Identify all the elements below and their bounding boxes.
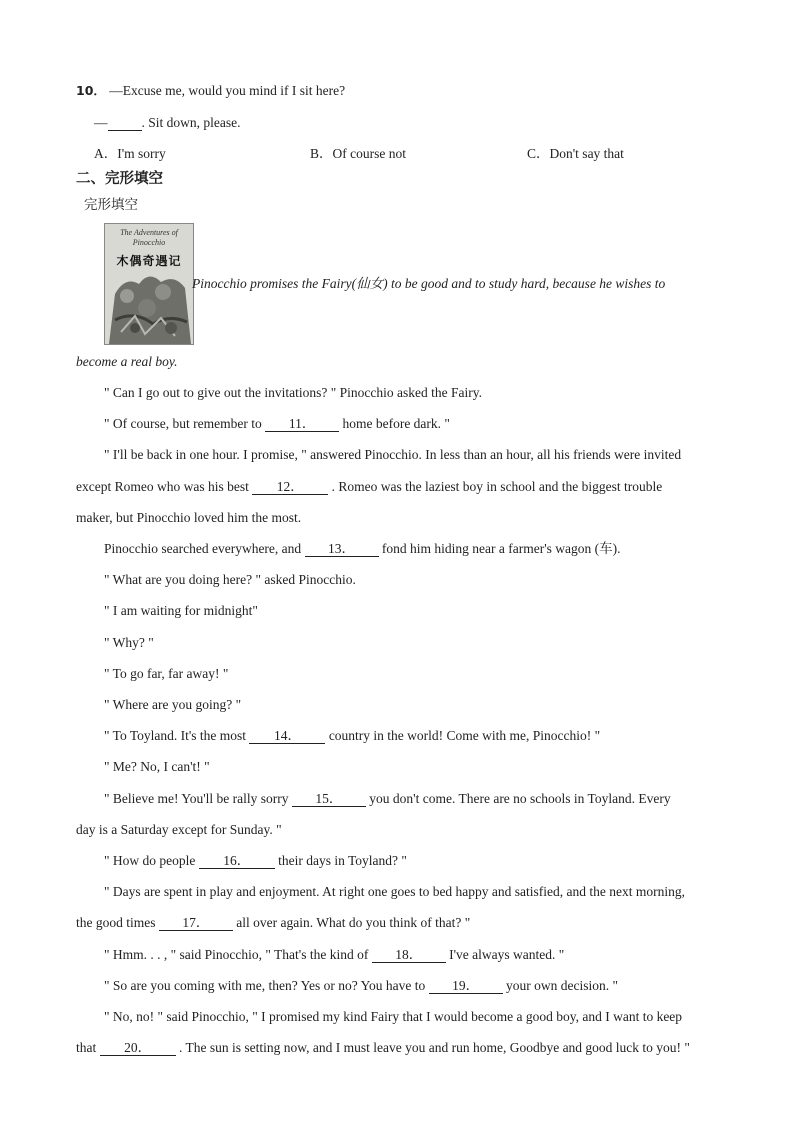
paragraph-8: " To go far, far away! ": [104, 666, 229, 681]
blank-19[interactable]: 19．: [429, 978, 503, 994]
text: " How do people: [104, 853, 199, 868]
paragraph-3-line3: maker, but Pinocchio loved him the most.: [76, 510, 302, 525]
text: " So are you coming with me, then? Yes or no? You have to: [104, 978, 429, 993]
blank-20[interactable]: 20．: [100, 1040, 176, 1056]
question-number: 10．: [76, 83, 106, 98]
paragraph-12-line2: day is a Saturday except for Sunday. ": [76, 822, 282, 837]
question-10: [76, 82, 345, 100]
blank-16[interactable]: 16．: [199, 853, 275, 869]
paragraph-3-line2: [76, 478, 662, 496]
text: you don't come. There are no schools in Toyland. Every: [365, 791, 671, 806]
paragraph-7: " Why? ": [104, 635, 154, 650]
paragraph-3-line1: " I'll be back in one hour. I promise, " answered Pinocchio. In less than an hour, all his friends were invited: [104, 447, 682, 462]
paragraph-5: " What are you doing here? " asked Pinocchio.: [104, 572, 356, 587]
book-illustration: [105, 224, 193, 344]
blank-11[interactable]: 11．: [265, 416, 339, 432]
text: " Of course, but remember to: [104, 416, 266, 431]
option-c[interactable]: C．Don't say that: [527, 146, 624, 161]
paragraph-12-line1: [104, 790, 671, 808]
text: country in the world! Come with me, Pinocchio! ": [325, 728, 601, 743]
paragraph-16: [104, 977, 618, 995]
book-title-chinese: 木偶奇遇记: [116, 254, 182, 268]
answer-blank[interactable]: [108, 115, 142, 131]
text: your own decision. ": [502, 978, 618, 993]
text: their days in Toyland? ": [274, 853, 407, 868]
paragraph-17-line2: [76, 1039, 690, 1057]
text: except Romeo who was his best: [76, 479, 253, 494]
text: that: [76, 1040, 100, 1055]
paragraph-9: " Where are you going? ": [104, 697, 242, 712]
passage-intro-line1: Pinocchio promises the Fairy(仙女) to be good and to study hard, because he wishes to: [192, 276, 666, 291]
blank-17[interactable]: 17．: [159, 915, 233, 931]
blank-12[interactable]: 12．: [252, 479, 328, 495]
paragraph-13: [104, 852, 407, 870]
section-heading: 二、完形填空: [76, 171, 163, 187]
text: " Hmm. . . , " said Pinocchio, " That's the kind of: [104, 947, 372, 962]
paragraph-14-line1: " Days are spent in play and enjoyment. At right one goes to bed happy and satisfied, and the next morning,: [104, 884, 686, 899]
paragraph-1: " Can I go out to give out the invitations? " Pinocchio asked the Fairy.: [104, 385, 482, 400]
option-a[interactable]: A．I'm sorry: [94, 146, 166, 161]
blank-18[interactable]: 18．: [372, 947, 446, 963]
text: the good times: [76, 915, 159, 930]
text: I've always wanted. ": [445, 947, 565, 962]
text: fond him hiding near a farmer's wagon (车).: [378, 541, 621, 556]
paragraph-2: [104, 415, 450, 433]
text: " Believe me! You'll be rally sorry: [104, 791, 292, 806]
reply-suffix: . Sit down, please.: [141, 115, 241, 130]
paragraph-14-line2: [76, 914, 470, 932]
question-prompt: —Excuse me, would you mind if I sit here?: [109, 83, 346, 98]
text: home before dark. ": [339, 416, 450, 431]
reply-prefix: —: [94, 115, 108, 130]
option-b[interactable]: B．Of course not: [310, 146, 406, 161]
text: . The sun is setting now, and I must leave you and run home, Goodbye and good luck to you! ": [175, 1040, 690, 1055]
text: " To Toyland. It's the most: [104, 728, 250, 743]
paragraph-11: " Me? No, I can't! ": [104, 759, 210, 774]
book-title-line1: The Adventures of: [120, 228, 178, 237]
text: Pinocchio searched everywhere, and: [104, 541, 305, 556]
blank-14[interactable]: 14．: [249, 728, 325, 744]
paragraph-17-line1: " No, no! " said Pinocchio, " I promised my kind Fairy that I would become a good boy, and I want to keep: [104, 1009, 683, 1024]
blank-13[interactable]: 13．: [305, 541, 379, 557]
paragraph-4: [104, 540, 621, 558]
text: . Romeo was the laziest boy in school and the biggest trouble: [328, 479, 663, 494]
book-title-line2: Pinocchio: [132, 238, 166, 247]
blank-15[interactable]: 15．: [292, 791, 366, 807]
paragraph-10: [104, 727, 600, 745]
passage-intro-line2: become a real boy.: [76, 354, 178, 369]
book-cover-image: [104, 223, 194, 345]
paragraph-15: [104, 946, 564, 964]
paragraph-6: " I am waiting for midnight": [104, 603, 258, 618]
question-10-reply: [94, 114, 241, 132]
section-subheading: 完形填空: [84, 197, 138, 213]
text: all over again. What do you think of that? ": [232, 915, 471, 930]
